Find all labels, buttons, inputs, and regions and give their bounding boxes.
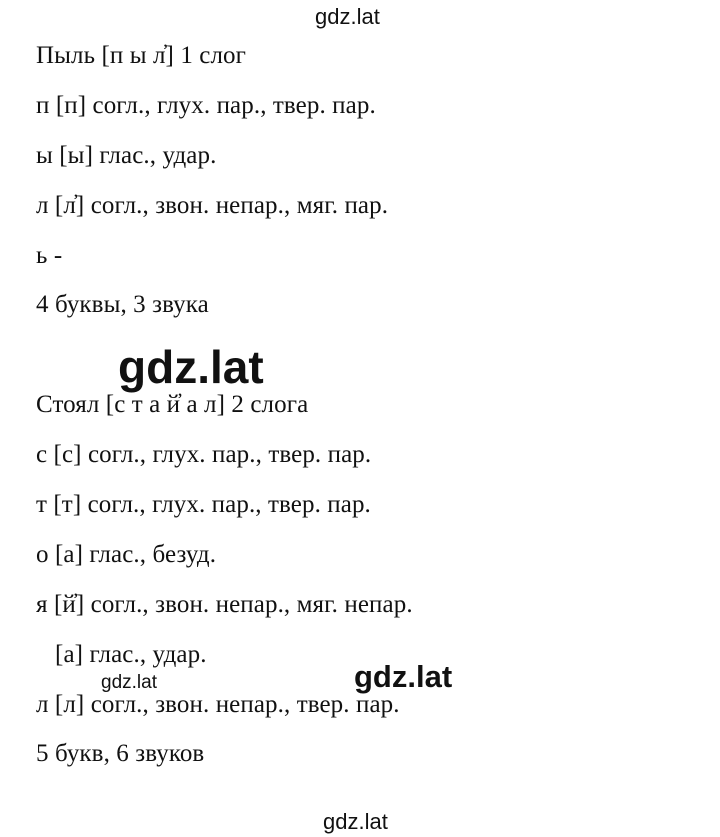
word2-line-3: т [т] согл., глух. пар., твер. пар. xyxy=(36,491,371,518)
watermark-large: gdz.lat xyxy=(118,341,264,393)
watermark-tiny: gdz.lat xyxy=(101,672,157,693)
watermark-medium: gdz.lat xyxy=(354,659,453,694)
word1-line-4: л [л̓] согл., звон. непар., мяг. пар. xyxy=(36,192,389,219)
word2-line-6: [а] глас., удар. xyxy=(36,641,207,668)
word2-line-8: 5 букв, 6 звуков xyxy=(36,740,205,767)
watermark-bottom: gdz.lat xyxy=(323,809,388,834)
word1-line-1: Пыль [п ы л̓] 1 слог xyxy=(36,42,247,69)
watermark-top: gdz.lat xyxy=(315,4,380,29)
word1-line-3: ы [ы] глас., удар. xyxy=(36,142,217,169)
word2-line-4: о [а] глас., безуд. xyxy=(36,541,217,568)
word1-line-5: ь - xyxy=(36,242,63,269)
word2-line-2: с [с] согл., глух. пар., твер. пар. xyxy=(36,441,372,468)
word1-line-6: 4 буквы, 3 звука xyxy=(36,291,209,318)
word2-line-7: л [л] согл., звон. непар., твер. пар. xyxy=(36,691,400,718)
word2-line-1: Стоял [с т а й̓ а л] 2 слога xyxy=(36,391,309,418)
word2-line-5: я [й̓] согл., звон. непар., мяг. непар. xyxy=(36,591,413,618)
word1-line-2: п [п] согл., глух. пар., твер. пар. xyxy=(36,92,376,119)
